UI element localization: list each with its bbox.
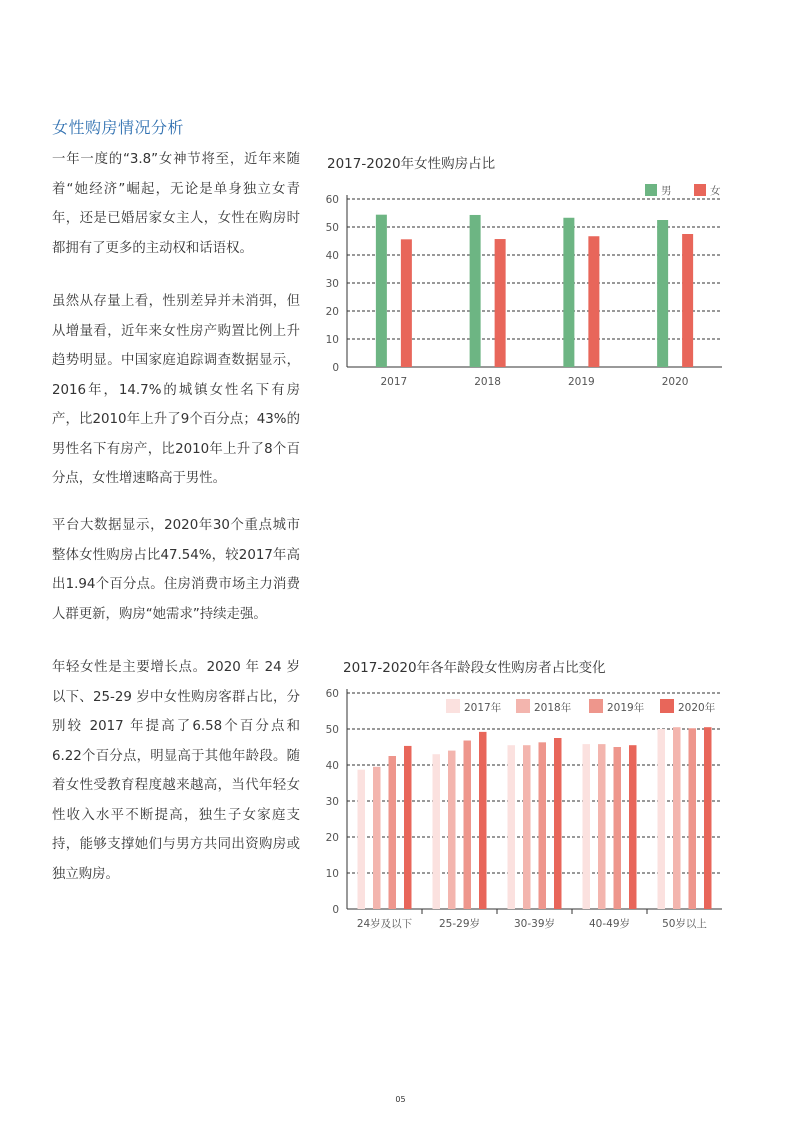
chart1-y-tick-label: 10 xyxy=(325,334,339,346)
chart1-y-tick-label: 30 xyxy=(325,278,339,290)
chart2-bar xyxy=(583,744,591,909)
chart1-x-tick-label: 2020 xyxy=(661,376,689,388)
chart2-x-tick-label: 50岁以上 xyxy=(662,918,707,930)
paragraph-stock-vs-increment: 虽然从存量上看，性别差异并未消弭，但从增量看，近年来女性房产购置比例上升趋势明显。中国家庭追踪调查数据显示，2016年，14.7%的城镇女性名下有房产，比2010年上升了9个百分点；43%的男性名下有房产，比2010年上升了8个百分点，女性增速略高于男性。 xyxy=(52,294,300,486)
paragraph-platform-data: 平台大数据显示，2020年30个重点城市整体女性购房占比47.54%，较2017年高出1.94个百分点。住房消费市场主力消费人群更新，购房“她需求”持续走强。 xyxy=(52,518,300,622)
chart2-y-tick-label: 0 xyxy=(332,904,339,916)
chart2-bar xyxy=(554,738,562,909)
chart2-title: 2017-2020年各年龄段女性购房者占比变化 xyxy=(343,660,606,676)
chart2-legend-label: 2020年 xyxy=(678,702,716,714)
paragraph-intro: 一年一度的“3.8”女神节将至，近年来随着“她经济”崛起，无论是单身独立女青年，还是已婚居家女主人，女性在购房时都拥有了更多的主动权和话语权。 xyxy=(52,152,300,256)
chart2-bar xyxy=(508,745,516,909)
chart1-bar xyxy=(495,239,506,367)
chart1-x-tick-label: 2017 xyxy=(380,376,408,388)
chart2-legend-swatch xyxy=(589,699,603,713)
chart1-legend-swatch xyxy=(645,184,657,196)
chart1-legend-label: 男 xyxy=(661,185,672,197)
chart2-legend-swatch xyxy=(660,699,674,713)
page-number: 05 xyxy=(395,1095,406,1104)
chart2-bar xyxy=(433,754,441,909)
chart2-bar xyxy=(614,747,622,909)
chart2-y-tick-label: 40 xyxy=(325,760,339,772)
chart2-x-tick-label: 40-49岁 xyxy=(588,918,631,930)
chart2-legend-label: 2018年 xyxy=(534,702,572,714)
section-title: 女性购房情况分析 xyxy=(52,118,185,137)
chart1-y-tick-label: 40 xyxy=(325,250,339,262)
chart1-legend-label: 女 xyxy=(710,185,721,197)
chart1-y-tick-label: 60 xyxy=(325,194,339,206)
chart1-x-tick-label: 2018 xyxy=(474,376,501,388)
paragraph-young-women: 年轻女性是主要增长点。2020 年 24 岁以下、25-29 岁中女性购房客群占比，分别较 2017 年提高了6.58个百分点和6.22个百分点，明显高于其他年龄段。随着女性受教育程度越来越高，当代年轻女性收入水平不断提高，独生子女家庭支持，能够支撑她们与男方共同出资购房或独立购房。 xyxy=(52,660,300,882)
chart1-bar xyxy=(563,218,574,367)
chart2-bar xyxy=(404,746,412,909)
chart2-bar xyxy=(689,728,697,909)
chart2-legend-swatch xyxy=(446,699,460,713)
chart2-legend-label: 2017年 xyxy=(464,702,502,714)
chart2-y-tick-label: 10 xyxy=(325,868,339,880)
chart2-bar xyxy=(523,745,531,909)
chart2-y-tick-label: 50 xyxy=(325,724,339,736)
chart2-x-tick-label: 30-39岁 xyxy=(513,918,556,930)
chart2-bar xyxy=(479,732,487,909)
chart2-bar xyxy=(358,770,366,909)
chart1-bar xyxy=(682,234,693,367)
chart2-bar xyxy=(629,745,637,909)
chart1-bar xyxy=(470,215,481,367)
chart2-bar xyxy=(704,727,712,909)
chart1-y-tick-label: 20 xyxy=(325,306,339,318)
chart1-legend-swatch xyxy=(694,184,706,196)
chart2-bar xyxy=(598,744,606,909)
chart1-bar xyxy=(588,236,599,367)
chart1-y-tick-label: 0 xyxy=(332,362,339,374)
chart2-x-tick-label: 25-29岁 xyxy=(438,918,481,930)
chart2-legend-swatch xyxy=(516,699,530,713)
chart2-legend-label: 2019年 xyxy=(607,702,645,714)
chart2-bar xyxy=(389,756,397,909)
chart1-bar xyxy=(657,220,668,367)
chart1-bar xyxy=(376,215,387,367)
chart2-y-tick-label: 60 xyxy=(325,688,339,700)
chart1-bar xyxy=(401,239,412,367)
chart2-bar xyxy=(373,767,381,909)
chart2-x-tick-label: 24岁及以下 xyxy=(356,918,413,930)
chart2-bar xyxy=(448,751,456,909)
chart1-x-tick-label: 2019 xyxy=(568,376,595,388)
chart1-y-tick-label: 50 xyxy=(325,222,339,234)
chart2-bar xyxy=(464,741,472,909)
chart2-bar xyxy=(658,729,666,909)
chart2-y-tick-label: 20 xyxy=(325,832,339,844)
chart2-y-tick-label: 30 xyxy=(325,796,339,808)
chart2-bar xyxy=(539,742,547,909)
chart2-bar xyxy=(673,727,681,909)
chart1-title: 2017-2020年女性购房占比 xyxy=(327,156,496,172)
